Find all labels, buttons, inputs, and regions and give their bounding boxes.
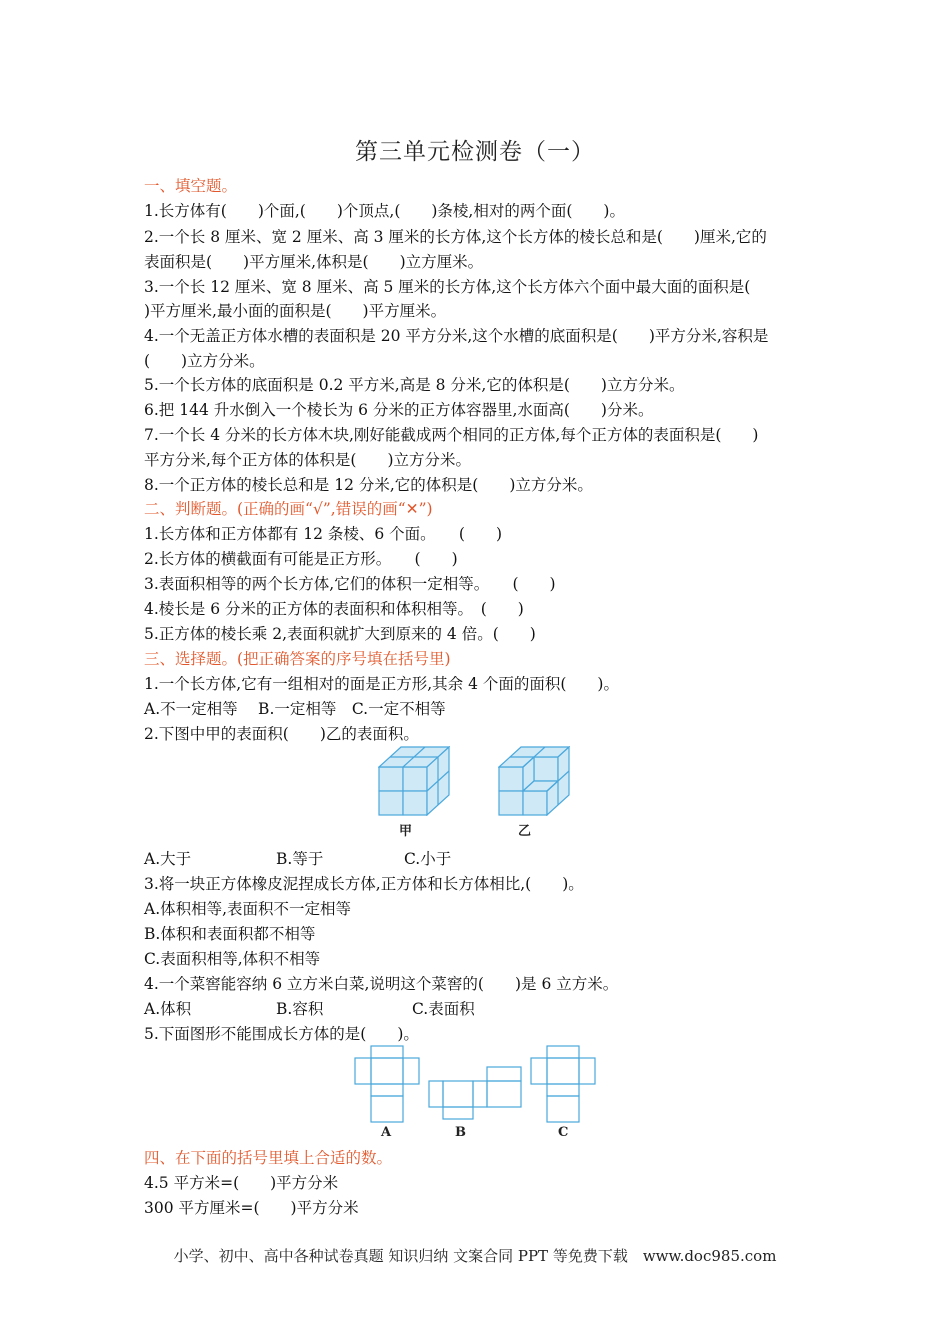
sec3-q4-optC: C.表面积 [412,1000,475,1018]
net-figure-b [428,1066,522,1120]
sec3-q2: 2.下图中甲的表面积( )乙的表面积。 [144,725,419,743]
page-title: 第三单元检测卷（一） [355,139,595,165]
sec3-q5: 5.下面图形不能围成长方体的是( )。 [144,1025,419,1043]
sec1-q1: 1.长方体有( )个面,( )个顶点,( )条棱,相对的两个面( )。 [144,202,625,220]
sec1-q6: 6.把 144 升水倒入一个棱长为 6 分米的正方体容器里,水面高( )分米。 [144,401,654,419]
section2-heading: 二、判断题。(正确的画“√”,错误的画“✕”) [144,500,433,518]
sec4-q2: 300 平方厘米=( )平方分米 [144,1199,359,1217]
sec1-q3-line1: 3.一个长 12 厘米、宽 8 厘米、高 5 厘米的长方体,这个长方体六个面中最大面的面积是( [144,278,751,296]
net-label-a: A [381,1125,392,1140]
sec2-q5: 5.正方体的棱长乘 2,表面积就扩大到原来的 4 倍。( ) [144,625,536,643]
net-label-b: B [455,1125,466,1140]
sec3-q2-optB: B.等于 [276,850,324,868]
net-figure-c [530,1045,596,1123]
sec3-q4-optB: B.容积 [276,1000,324,1018]
net-label-c: C [558,1125,569,1140]
sec2-q2: 2.长方体的横截面有可能是正方形。 ( ) [144,550,458,568]
sec1-q2-line2: 表面积是( )平方厘米,体积是( )立方厘米。 [144,253,484,271]
sec1-q2-line1: 2.一个长 8 厘米、宽 2 厘米、高 3 厘米的长方体,这个长方体的棱长总和是( )厘米,它的 [144,228,767,246]
sec3-q3-optA: A.体积相等,表面积不一定相等 [144,900,352,918]
sec3-q3: 3.将一块正方体橡皮泥捏成长方体,正方体和长方体相比,( )。 [144,875,584,893]
sec1-q4-line2: ( )立方分米。 [144,352,265,370]
label-yi: 乙 [518,824,532,839]
sec3-q1-options: A.不一定相等 B.一定相等 C.一定不相等 [144,700,446,718]
sec3-q2-optA: A.大于 [144,850,192,868]
sec1-q7-line2: 平方分米,每个正方体的体积是( )立方分米。 [144,451,472,469]
sec1-q4-line1: 4.一个无盖正方体水槽的表面积是 20 平方分米,这个水槽的底面积是( )平方分米,容积是 [144,327,769,345]
sec2-q3: 3.表面积相等的两个长方体,它们的体积一定相等。 ( ) [144,575,556,593]
section1-heading: 一、填空题。 [144,177,238,195]
page-footer: 小学、初中、高中各种试卷真题 知识归纳 文案合同 PPT 等免费下载 www.doc985.com [173,1247,777,1265]
net-figure-a [354,1045,420,1123]
sec2-q1: 1.长方体和正方体都有 12 条棱、6 个面。 ( ) [144,525,502,543]
sec3-q3-optB: B.体积和表面积都不相等 [144,925,316,943]
sec3-q2-optC: C.小于 [404,850,452,868]
sec1-q7-line1: 7.一个长 4 分米的长方体木块,刚好能截成两个相同的正方体,每个正方体的表面积是( ) [144,426,759,444]
sec1-q8: 8.一个正方体的棱长总和是 12 分米,它的体积是( )立方分米。 [144,476,593,494]
sec3-q3-optC: C.表面积相等,体积不相等 [144,950,321,968]
cube-figure-yi [498,746,570,816]
sec1-q3-line2: )平方厘米,最小面的面积是( )平方厘米。 [144,302,447,320]
sec4-q1: 4.5 平方米=( )平方分米 [144,1174,339,1192]
sec3-q4: 4.一个菜窖能容纳 6 立方米白菜,说明这个菜窖的( )是 6 立方米。 [144,975,619,993]
cube-figure-jia [378,746,450,816]
section4-heading: 四、在下面的括号里填上合适的数。 [144,1149,393,1167]
sec3-q4-optA: A.体积 [144,1000,192,1018]
section3-heading: 三、选择题。(把正确答案的序号填在括号里) [144,650,451,668]
sec2-q4: 4.棱长是 6 分米的正方体的表面积和体积相等。 ( ) [144,600,524,618]
sec1-q5: 5.一个长方体的底面积是 0.2 平方米,高是 8 分米,它的体积是( )立方分米。 [144,376,685,394]
sec3-q1: 1.一个长方体,它有一组相对的面是正方形,其余 4 个面的面积( )。 [144,675,619,693]
label-jia: 甲 [399,824,413,839]
